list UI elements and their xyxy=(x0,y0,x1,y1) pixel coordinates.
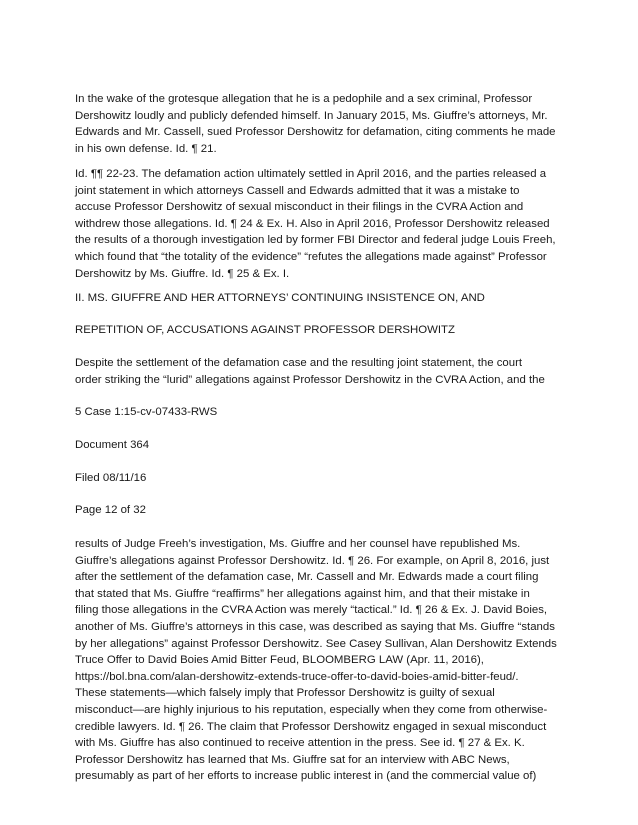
text-line: in his own defense. Id. ¶ 21. xyxy=(75,142,217,155)
text-line: withdrew those allegations. Id. ¶ 24 & Ex. H. Also in April 2016, Professor Dershowitz released xyxy=(75,217,550,230)
text-line: which found that “the totality of the evidence” “refutes the allegations made against” Professor xyxy=(75,250,547,263)
paragraph-republished xyxy=(75,536,567,785)
section-heading-line-2 xyxy=(75,322,567,339)
text-line: Edwards and Mr. Cassell, sued Professor Dershowitz for defamation, citing comments he made xyxy=(75,126,556,139)
text-line: with Ms. Giuffre has also continued to receive attention in the press. See id. ¶ 27 & Ex. K. xyxy=(75,737,525,750)
text-line: These statements—which falsely imply that Professor Dershowitz is guilty of sexual xyxy=(75,687,495,700)
heading-text: II. MS. GIUFFRE AND HER ATTORNEYS’ CONTINUING INSISTENCE ON, AND xyxy=(75,292,485,304)
text-line: misconduct—are highly injurious to his reputation, especially when they come from otherwise- xyxy=(75,703,548,716)
paragraph-despite xyxy=(75,355,567,388)
text-line: Giuffre’s allegations against Professor Dershowitz. Id. ¶ 26. For example, on April 8, 2016, just xyxy=(75,554,550,567)
text-line: by her allegations” against Professor Dershowitz. See Casey Sullivan, Alan Dershowitz Extends xyxy=(75,637,557,650)
text-line: order striking the “lurid” allegations against Professor Dershowitz in the CVRA Action, and the xyxy=(75,373,545,386)
text-line: that stated that Ms. Giuffre “reaffirms” her allegations against him, and that their mistake in xyxy=(75,587,530,600)
text-line: results of Judge Freeh’s investigation, Ms. Giuffre and her counsel have republished Ms. xyxy=(75,538,521,550)
text-line: credible lawyers. Id. ¶ 26. The claim that Professor Dershowitz engaged in sexual misconduct xyxy=(75,720,547,733)
paragraph-defense xyxy=(75,91,567,157)
page-number xyxy=(75,502,567,519)
text-line: Dershowitz loudly and publicly defended himself. In January 2015, Ms. Giuffre’s attorneys, Mr. xyxy=(75,109,548,122)
text-line: Dershowitz by Ms. Giuffre. Id. ¶ 25 & Ex. I. xyxy=(75,267,290,280)
text-line: In the wake of the grotesque allegation that he is a pedophile and a sex criminal, Professor xyxy=(75,93,533,105)
filed-date-text: Filed 08/11/16 xyxy=(75,472,147,484)
url-text: https://bol.bna.com/alan-dershowitz-extends-truce-offer-to-david-boies-amid-bitter-feud/. xyxy=(75,670,519,683)
text-line: Id. ¶¶ 22-23. The defamation action ultimately settled in April 2016, and the parties released a xyxy=(75,168,547,180)
document-number xyxy=(75,437,567,454)
case-number xyxy=(75,404,567,421)
document-number-text: Document 364 xyxy=(75,439,150,451)
section-heading-line-1 xyxy=(75,290,567,307)
page-number-text: Page 12 of 32 xyxy=(75,504,146,516)
paragraph-settlement xyxy=(75,166,567,282)
text-line: another of Ms. Giuffre’s attorneys in this case, was described as saying that Ms. Giuffre “stands xyxy=(75,620,555,633)
text-line: after the settlement of the defamation case, Mr. Cassell and Mr. Edwards made a court filing xyxy=(75,571,539,584)
text-line: joint statement in which attorneys Cassell and Edwards admitted that it was a mistake to xyxy=(75,184,520,197)
text-line: presumably as part of her efforts to increase public interest in (and the commercial value of) xyxy=(75,770,537,783)
heading-text: REPETITION OF, ACCUSATIONS AGAINST PROFESSOR DERSHOWITZ xyxy=(75,324,455,336)
text-line: Truce Offer to David Boies Amid Bitter Feud, BLOOMBERG LAW (Apr. 11, 2016), xyxy=(75,654,484,667)
text-line: accuse Professor Dershowitz of sexual misconduct in their filings in the CVRA Action and xyxy=(75,201,524,214)
text-line: filing those allegations in the CVRA Action was merely “tactical.” Id. ¶ 26 & Ex. J. David Boies, xyxy=(75,604,548,617)
text-line: Despite the settlement of the defamation case and the resulting joint statement, the court xyxy=(75,357,523,369)
text-line: Professor Dershowitz has learned that Ms. Giuffre sat for an interview with ABC News, xyxy=(75,753,510,766)
case-number-text: 5 Case 1:15-cv-07433-RWS xyxy=(75,406,218,418)
filed-date xyxy=(75,470,567,487)
text-line: the results of a thorough investigation led by former FBI Director and federal judge Louis Freeh, xyxy=(75,234,556,247)
